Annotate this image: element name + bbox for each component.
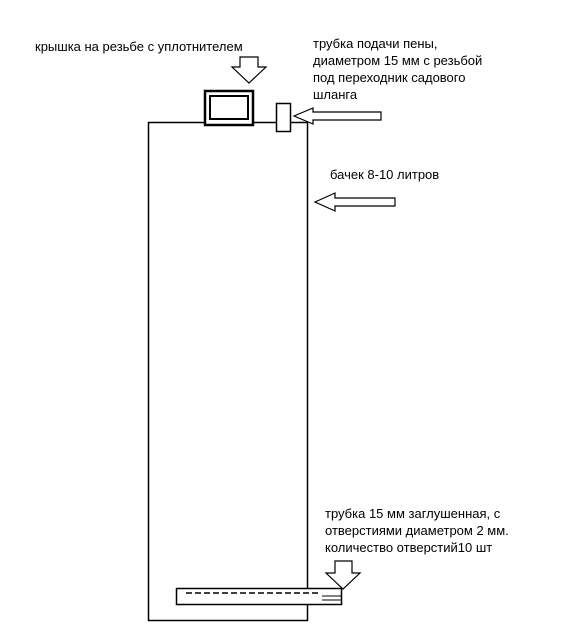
arrow-left-feed-icon [294, 108, 381, 124]
tank-label: бачек 8-10 литров [330, 167, 440, 182]
lid-cap [205, 91, 253, 125]
tank-body [149, 123, 308, 621]
feed-tube-label-line: под переходник садового [313, 70, 466, 85]
feed-tube-label-line: трубка подачи пены, [313, 36, 438, 51]
bottom-tube-label-line: отверстиями диаметром 2 мм. [325, 523, 509, 538]
perforated-bottom-tube [177, 589, 342, 605]
bottom-tube-label-line: трубка 15 мм заглушенная, с [325, 506, 501, 521]
feed-tube-label [313, 35, 482, 103]
bottom-tube-label [325, 505, 509, 556]
feed-tube-label-line: диаметром 15 мм с резьбой [313, 53, 483, 68]
arrow-down-bottom-icon [326, 561, 360, 589]
foam-feed-tube [277, 104, 291, 132]
arrow-left-tank-icon [315, 193, 395, 211]
lid-label: крышка на резьбе с уплотнителем [35, 39, 243, 54]
feed-tube-label-line: шланга [313, 87, 358, 102]
arrow-down-lid-icon [232, 57, 266, 83]
bottom-tube-label-line: количество отверстий10 шт [325, 540, 493, 555]
